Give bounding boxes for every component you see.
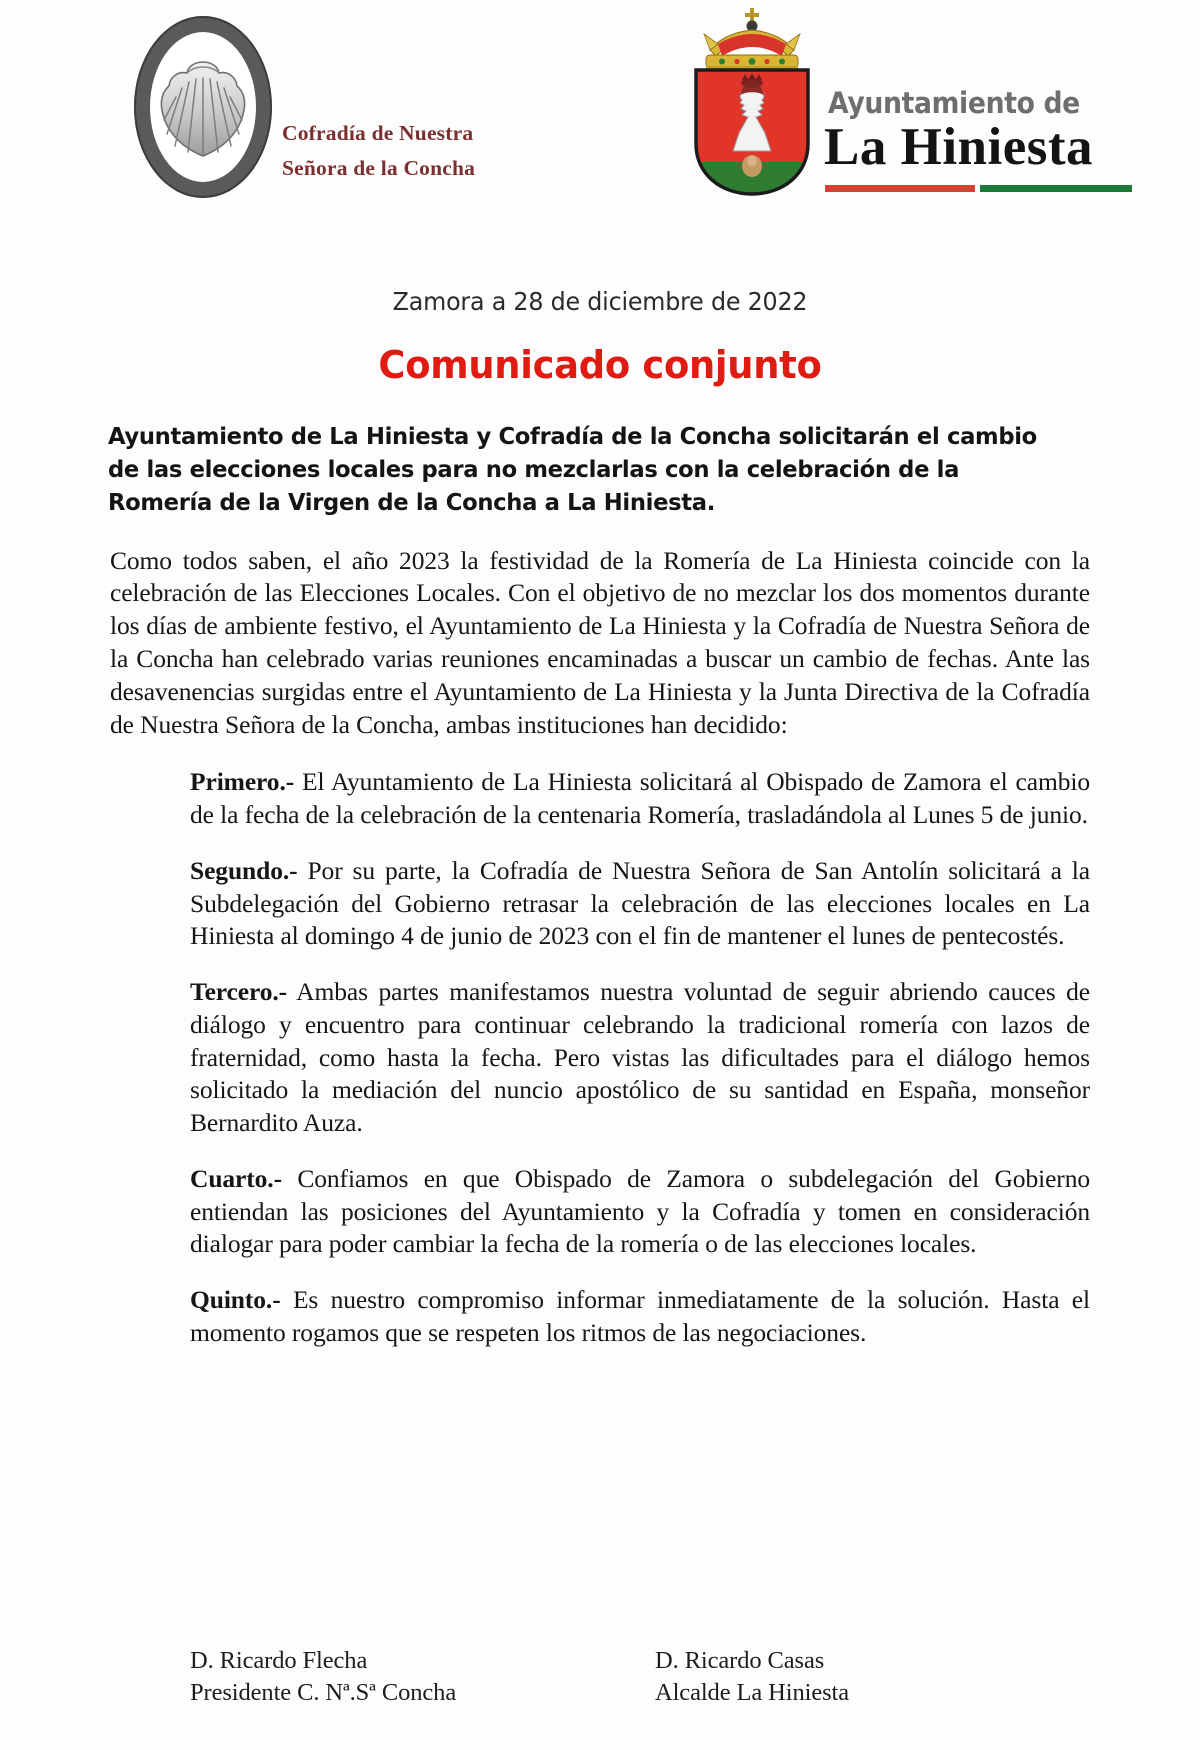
ayuntamiento-logo xyxy=(660,4,1094,204)
item-ordinal: Tercero.- xyxy=(190,977,288,1007)
date-line: Zamora a 28 de diciembre de 2022 xyxy=(392,287,808,316)
brand-rule-green xyxy=(980,185,1132,192)
document-header xyxy=(0,0,1200,215)
signature-left-role: Presidente C. Nª.Sª Concha xyxy=(190,1679,457,1707)
list-item xyxy=(190,855,1090,953)
resolution-list xyxy=(190,766,1090,1349)
signature-block xyxy=(0,1645,1200,1745)
signature-right-role: Alcalde La Hiniesta xyxy=(655,1679,850,1707)
item-ordinal: Primero.- xyxy=(190,767,295,797)
signature-left-name: D. Ricardo Flecha xyxy=(190,1647,368,1674)
item-text: Confiamos en que Obispado de Zamora o subdelegación del Gobierno entiendan las posiciones del Ayuntamiento y la Cofradía y tomen en consideración dialogar para poder cambiar la fecha de la romería o de las elecciones locales. xyxy=(190,1163,1090,1259)
item-ordinal: Quinto.- xyxy=(190,1285,281,1315)
item-text: Ambas partes manifestamos nuestra voluntad de seguir abriendo cauces de diálogo y encuentro para continuar celebrando la tradicional romería con lazos de fraternidad, como hasta la fecha. Pero vistas las dificultades para el diálogo hemos solicitado la mediación del nuncio apostólico de su santidad en España, monseñor Bernardito Auza. xyxy=(190,977,1090,1138)
brand-rule-red xyxy=(825,185,975,192)
coat-of-arms-shield-icon xyxy=(692,66,812,198)
document-body xyxy=(0,215,1200,1350)
cofradia-name xyxy=(282,116,542,186)
lead-paragraph: Ayuntamiento de La Hiniesta y Cofradía de la Concha solicitarán el cambio de las elecciones locales para no mezclarlas con la celebración de la Romería de la Virgen de la Concha a La Hiniesta. xyxy=(108,422,1037,516)
page-title: Comunicado conjunto xyxy=(378,343,822,387)
list-item xyxy=(190,1284,1090,1350)
item-text: El Ayuntamiento de La Hiniesta solicitará al Obispado de Zamora el cambio de la fecha de la celebración de la centenaria Romería, trasladándola al Lunes 5 de junio. xyxy=(190,767,1090,830)
list-item xyxy=(190,1163,1090,1261)
list-item xyxy=(190,976,1090,1140)
signature-right xyxy=(655,1645,849,1710)
item-ordinal: Cuarto.- xyxy=(190,1163,282,1193)
item-ordinal: Segundo.- xyxy=(190,855,298,885)
signature-left xyxy=(190,1645,456,1710)
ayuntamiento-word-main: La Hiniesta xyxy=(824,118,1094,176)
cofradia-name-line2: Señora de la Concha xyxy=(282,155,476,180)
signature-right-name: D. Ricardo Casas xyxy=(655,1647,825,1674)
ayuntamiento-word-top: Ayuntamiento de xyxy=(828,86,1080,120)
intro-paragraph: Como todos saben, el año 2023 la festividad de la Romería de La Hiniesta coincide con la celebración de las Elecciones Locales. Con el objetivo de no mezclar los dos momentos durante los días de ambiente festivo, el Ayuntamiento de La Hiniesta y la Cofradía de Nuestra Señora de la Concha han celebrado varias reuniones encaminadas a buscar un cambio de fechas. Ante las desavenencias surgidas entre el Ayuntamiento de La Hiniesta y la Junta Directiva de la Cofradía de Nuestra Señora de la Concha, ambas instituciones han decidido: xyxy=(110,545,1090,739)
intro-block xyxy=(110,545,1090,742)
cofradia-logo xyxy=(122,8,542,203)
cofradia-name-line1: Cofradía de Nuestra xyxy=(282,121,474,145)
item-text: Es nuestro compromiso informar inmediatamente de la solución. Hasta el momento rogamos que se respeten los ritmos de las negociaciones. xyxy=(190,1285,1090,1347)
list-item xyxy=(190,766,1090,832)
scallop-shell-icon xyxy=(158,58,248,162)
item-text: Por su parte, la Cofradía de Nuestra Señora de San Antolín solicitará a la Subdelegación del Gobierno retrasar la celebración de las elecciones locales en La Hiniesta al domingo 4 de junio de 2023 con el fin de mantener el lunes de pentecostés. xyxy=(190,855,1090,951)
